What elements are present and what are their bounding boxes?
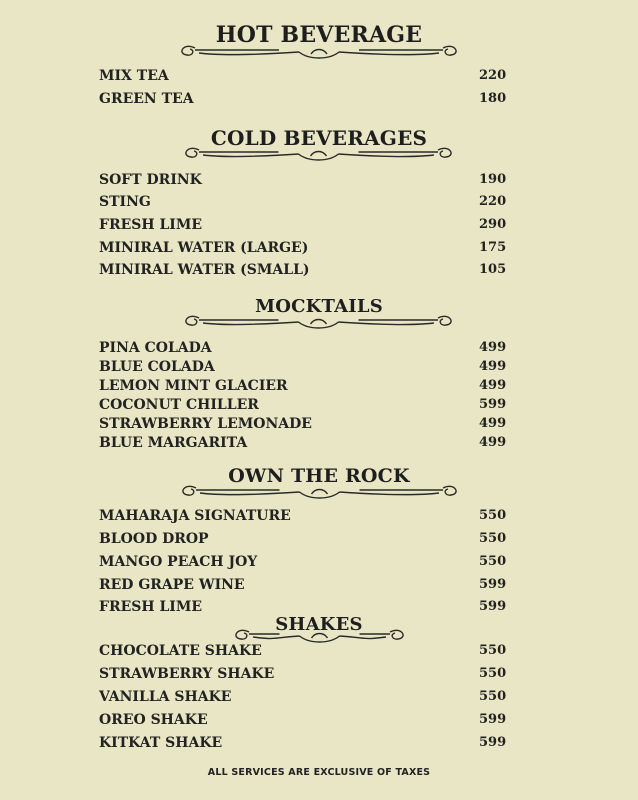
menu-item-price: 599 [479,712,507,727]
menu-item-price: 550 [479,666,507,681]
menu-item-name: OREO SHAKE [99,712,208,728]
menu-item-name: KITKAT SHAKE [99,735,223,751]
menu-item-name: STING [99,194,151,210]
menu-item-price: 499 [479,340,507,355]
section-heading: HOT BEVERAGE [215,22,423,48]
heading-flourish [0,142,638,166]
heading-flourish [0,310,638,334]
menu-item-price: 180 [479,91,507,106]
menu-item [99,172,519,192]
menu-item-name: COCONUT CHILLER [99,397,259,413]
menu-item [99,397,519,417]
menu-item-price: 175 [479,240,507,255]
menu-item [99,340,519,360]
tax-disclaimer: ALL SERVICES ARE EXCLUSIVE OF TAXES [207,767,431,778]
menu-item [99,435,519,455]
section-heading: COLD BEVERAGES [210,126,428,150]
menu-item-price: 599 [479,735,507,750]
heading-flourish [0,40,638,64]
menu-item-price: 550 [479,643,507,658]
menu-item-name: MIX TEA [99,68,169,84]
menu-item-price: 599 [479,397,507,412]
menu-item-name: STRAWBERRY LEMONADE [99,416,312,432]
menu-item [99,194,519,214]
menu-item [99,68,519,88]
section-heading: MOCKTAILS [255,296,383,317]
menu-item-name: MAHARAJA SIGNATURE [99,508,291,524]
menu-item [99,416,519,436]
menu-item-name: BLUE MARGARITA [99,435,248,451]
menu-item-price: 499 [479,416,507,431]
menu-item-price: 499 [479,359,507,374]
menu-item-price: 550 [479,508,507,523]
menu-item-name: CHOCOLATE SHAKE [99,643,262,659]
menu-item-name: MANGO PEACH JOY [99,554,258,570]
menu-item-price: 599 [479,577,507,592]
menu-item-price: 550 [479,689,507,704]
menu-item [99,712,519,732]
menu-item [99,554,519,574]
menu-item-name: MINIRAL WATER (SMALL) [99,262,310,278]
menu-item-name: RED GRAPE WINE [99,577,245,593]
menu-item-price: 220 [479,194,507,209]
menu-item-price: 599 [479,599,507,614]
menu-item-name: BLUE COLADA [99,359,215,375]
menu-item-price: 290 [479,217,507,232]
menu-item [99,262,519,282]
menu-item-name: FRESH LIME [99,217,203,233]
menu-item-name: VANILLA SHAKE [99,689,232,705]
menu-item-price: 190 [479,172,507,187]
menu-item-name: SOFT DRINK [99,172,202,188]
menu-item-price: 550 [479,554,507,569]
menu-item [99,508,519,528]
menu-item [99,666,519,686]
heading-flourish [0,480,638,504]
section-heading: OWN THE ROCK [228,465,410,487]
menu-item-name: LEMON MINT GLACIER [99,378,288,394]
menu-item [99,643,519,663]
menu-item-price: 550 [479,531,507,546]
menu-item-price: 499 [479,378,507,393]
menu-item [99,531,519,551]
menu-item-name: STRAWBERRY SHAKE [99,666,275,682]
menu-item-name: BLOOD DROP [99,531,209,547]
menu-item [99,217,519,237]
menu-item [99,91,519,111]
menu-item [99,735,519,755]
menu-item-name: FRESH LIME [99,599,203,615]
menu-item-name: PINA COLADA [99,340,212,356]
menu-item-price: 499 [479,435,507,450]
menu-item [99,689,519,709]
section-heading: SHAKES [275,614,363,635]
menu-item-name: GREEN TEA [99,91,194,107]
menu-item-price: 220 [479,68,507,83]
menu-item [99,359,519,379]
menu-item [99,240,519,260]
menu-item-name: MINIRAL WATER (LARGE) [99,240,309,256]
menu-item [99,577,519,597]
menu-item [99,378,519,398]
menu-item-price: 105 [479,262,507,277]
